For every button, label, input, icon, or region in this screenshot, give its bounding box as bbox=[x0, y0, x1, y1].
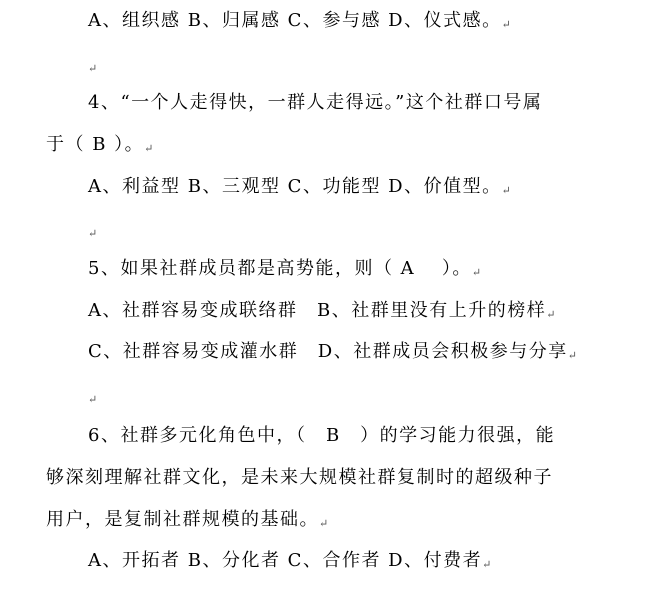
line-text: 用户，是复制社群规模的基础。 bbox=[46, 509, 319, 530]
line-text: 4、“一个人走得快，一群人走得远。”这个社群口号属 bbox=[88, 92, 543, 113]
paragraph-mark-icon: ↵ bbox=[319, 517, 329, 530]
paragraph-mark-icon: ↵ bbox=[567, 349, 577, 362]
q6-question-line-3 bbox=[46, 508, 328, 536]
q5-question bbox=[88, 257, 481, 285]
line-text: A、组织感 B、归属感 C、参与感 D、仪式感。 bbox=[88, 10, 502, 31]
q4-question-line-1 bbox=[88, 91, 542, 115]
empty-paragraph-mark-icon: ↵ bbox=[88, 227, 98, 240]
paragraph-mark-icon: ↵ bbox=[501, 184, 511, 197]
q6-options bbox=[88, 549, 491, 577]
q3-options bbox=[88, 9, 511, 37]
line-text: 够深刻理解社群文化，是未来大规模社群复制时的超级种子 bbox=[46, 467, 553, 488]
q4-question-line-2 bbox=[46, 133, 153, 161]
empty-paragraph-mark-icon: ↵ bbox=[88, 393, 98, 406]
paragraph-mark-icon: ↵ bbox=[482, 558, 492, 571]
line-text: A、社群容易变成联络群 B、社群里没有上升的榜样 bbox=[88, 300, 547, 321]
q6-question-line-2 bbox=[46, 466, 553, 490]
q6-question-line-1 bbox=[88, 424, 555, 448]
line-text: A、利益型 B、三观型 C、功能型 D、价值型。 bbox=[88, 176, 502, 197]
paragraph-mark-icon: ↵ bbox=[546, 308, 556, 321]
line-text: 5、如果社群成员都是高势能，则（ A ）。 bbox=[88, 258, 472, 279]
paragraph-mark-icon: ↵ bbox=[144, 142, 154, 155]
line-text: C、社群容易变成灌水群 D、社群成员会积极参与分享 bbox=[88, 341, 568, 362]
q5-options-ab bbox=[88, 299, 555, 327]
paragraph-mark-icon: ↵ bbox=[471, 266, 482, 279]
line-text: 于（ B ）。 bbox=[46, 134, 145, 155]
empty-paragraph-mark-icon: ↵ bbox=[88, 62, 98, 75]
q4-options bbox=[88, 175, 511, 203]
line-text: 6、社群多元化角色中，（ B ）的学习能力很强，能 bbox=[88, 425, 556, 446]
line-text: A、开拓者 B、分化者 C、合作者 D、付费者 bbox=[88, 550, 483, 571]
q5-options-cd bbox=[88, 340, 577, 368]
paragraph-mark-icon: ↵ bbox=[501, 18, 511, 31]
